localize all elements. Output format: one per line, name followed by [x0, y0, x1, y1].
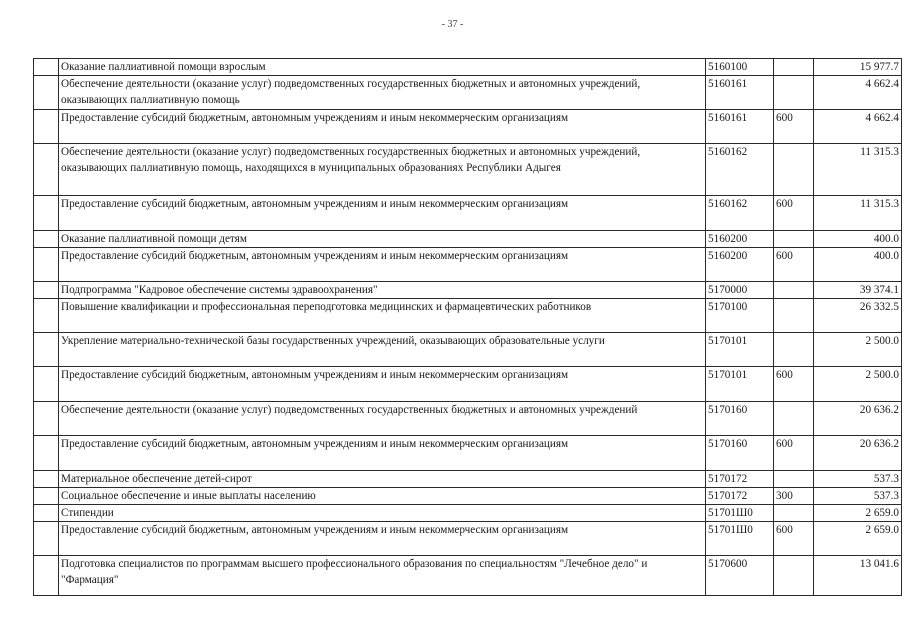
expense-type: 600 [774, 367, 814, 402]
table-row [34, 299, 902, 333]
item-name: Предоставление субсидий бюджетным, автономным учреждениям и иным некоммерческим организациям [59, 110, 706, 144]
expense-type [774, 231, 814, 248]
target-code: 5170101 [706, 367, 774, 402]
expense-type: 600 [774, 196, 814, 231]
row-marker-cell [34, 231, 59, 248]
row-marker-cell [34, 196, 59, 231]
amount: 20 636.2 [814, 436, 902, 471]
expense-type [774, 144, 814, 196]
row-marker-cell [34, 505, 59, 522]
table-row [34, 282, 902, 299]
amount: 2 659.0 [814, 505, 902, 522]
row-marker-cell [34, 333, 59, 367]
row-marker-cell [34, 402, 59, 436]
item-name: Предоставление субсидий бюджетным, автономным учреждениям и иным некоммерческим организациям [59, 522, 706, 556]
budget-table [33, 58, 902, 596]
item-name: Подпрограмма "Кадровое обеспечение системы здравоохранения" [59, 282, 706, 299]
expense-type [774, 505, 814, 522]
item-name: Предоставление субсидий бюджетным, автономным учреждениям и иным некоммерческим организациям [59, 367, 706, 402]
row-marker-cell [34, 471, 59, 488]
target-code: 5160100 [706, 59, 774, 76]
amount: 13 041.6 [814, 556, 902, 596]
row-marker-cell [34, 282, 59, 299]
expense-type: 600 [774, 248, 814, 282]
table-row [34, 76, 902, 110]
row-marker-cell [34, 436, 59, 471]
row-marker-cell [34, 76, 59, 110]
row-marker-cell [34, 110, 59, 144]
item-name: Предоставление субсидий бюджетным, автономным учреждениям и иным некоммерческим организациям [59, 196, 706, 231]
item-name: Социальное обеспечение и иные выплаты населению [59, 488, 706, 505]
target-code: 5170160 [706, 436, 774, 471]
table-row [34, 556, 902, 596]
expense-type [774, 333, 814, 367]
table-row [34, 505, 902, 522]
page-number: - 37 - [441, 19, 464, 30]
amount: 537.3 [814, 488, 902, 505]
amount: 400.0 [814, 248, 902, 282]
target-code: 5160200 [706, 231, 774, 248]
amount: 2 659.0 [814, 522, 902, 556]
target-code: 5170101 [706, 333, 774, 367]
row-marker-cell [34, 488, 59, 505]
item-name: Обеспечение деятельности (оказание услуг) подведомственных государственных бюджетных и автономных учреждений, оказывающих паллиативную помощь [59, 76, 706, 110]
table-row [34, 367, 902, 402]
target-code: 5160161 [706, 76, 774, 110]
item-name: Подготовка специалистов по программам высшего профессионального образования по специальностям "Лечебное дело" и "Фармация" [59, 556, 706, 596]
expense-type [774, 471, 814, 488]
expense-type: 600 [774, 522, 814, 556]
target-code: 5160162 [706, 196, 774, 231]
budget-table-body [34, 59, 902, 596]
target-code: 5160162 [706, 144, 774, 196]
expense-type [774, 402, 814, 436]
target-code: 5170100 [706, 299, 774, 333]
expense-type [774, 59, 814, 76]
item-name: Предоставление субсидий бюджетным, автономным учреждениям и иным некоммерческим организациям [59, 248, 706, 282]
row-marker-cell [34, 144, 59, 196]
table-row [34, 110, 902, 144]
item-name: Стипендии [59, 505, 706, 522]
expense-type: 300 [774, 488, 814, 505]
amount: 39 374.1 [814, 282, 902, 299]
item-name: Оказание паллиативной помощи детям [59, 231, 706, 248]
amount: 15 977.7 [814, 59, 902, 76]
target-code: 5160200 [706, 248, 774, 282]
target-code: 5170000 [706, 282, 774, 299]
expense-type: 600 [774, 110, 814, 144]
row-marker-cell [34, 522, 59, 556]
table-row [34, 333, 902, 367]
item-name: Повышение квалификации и профессиональная переподготовка медицинских и фармацевтических работников [59, 299, 706, 333]
target-code: 5170172 [706, 488, 774, 505]
table-row [34, 231, 902, 248]
table-row [34, 144, 902, 196]
amount: 400.0 [814, 231, 902, 248]
item-name: Обеспечение деятельности (оказание услуг) подведомственных государственных бюджетных и автономных учреждений, оказывающих паллиативную помощь, находящихся в муниципальных образованиях Республики Адыгея [59, 144, 706, 196]
table-row [34, 196, 902, 231]
amount: 4 662.4 [814, 76, 902, 110]
expense-type: 600 [774, 436, 814, 471]
item-name: Обеспечение деятельности (оказание услуг) подведомственных государственных бюджетных и автономных учреждений [59, 402, 706, 436]
table-row [34, 402, 902, 436]
target-code: 5170172 [706, 471, 774, 488]
row-marker-cell [34, 367, 59, 402]
amount: 4 662.4 [814, 110, 902, 144]
target-code: 5170600 [706, 556, 774, 596]
expense-type [774, 76, 814, 110]
table-row [34, 488, 902, 505]
row-marker-cell [34, 248, 59, 282]
amount: 26 332.5 [814, 299, 902, 333]
row-marker-cell [34, 59, 59, 76]
table-row [34, 471, 902, 488]
item-name: Укрепление материально-технической базы государственных учреждений, оказывающих образовательные услуги [59, 333, 706, 367]
expense-type [774, 282, 814, 299]
table-row [34, 59, 902, 76]
table-row [34, 522, 902, 556]
amount: 537.3 [814, 471, 902, 488]
amount: 11 315.3 [814, 196, 902, 231]
row-marker-cell [34, 556, 59, 596]
expense-type [774, 556, 814, 596]
target-code: 5170160 [706, 402, 774, 436]
amount: 20 636.2 [814, 402, 902, 436]
target-code: 5160161 [706, 110, 774, 144]
amount: 2 500.0 [814, 333, 902, 367]
table-row [34, 248, 902, 282]
item-name: Материальное обеспечение детей-сирот [59, 471, 706, 488]
table-row [34, 436, 902, 471]
row-marker-cell [34, 299, 59, 333]
target-code: 51701Ш0 [706, 522, 774, 556]
target-code: 51701Ш0 [706, 505, 774, 522]
amount: 2 500.0 [814, 367, 902, 402]
expense-type [774, 299, 814, 333]
item-name: Оказание паллиативной помощи взрослым [59, 59, 706, 76]
item-name: Предоставление субсидий бюджетным, автономным учреждениям и иным некоммерческим организациям [59, 436, 706, 471]
amount: 11 315.3 [814, 144, 902, 196]
